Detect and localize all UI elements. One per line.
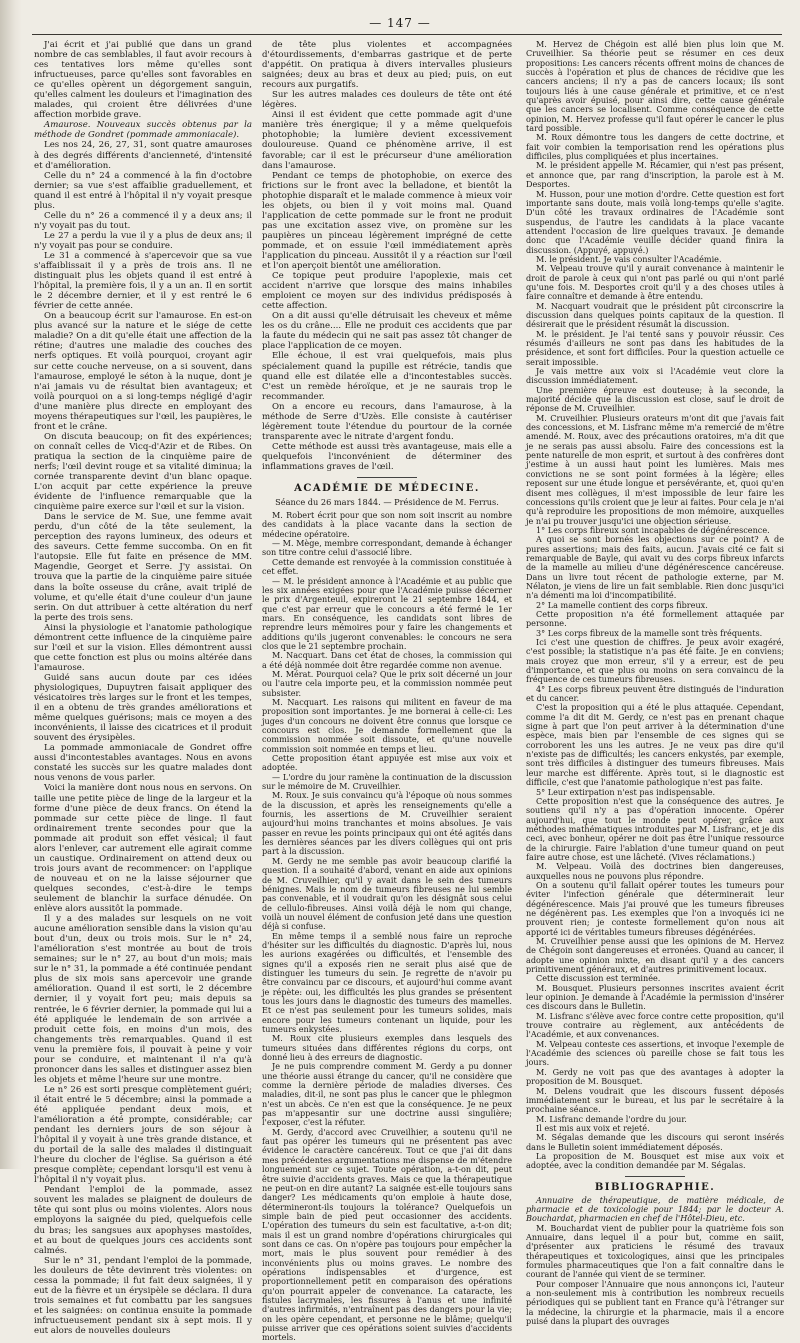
paragraph: On discuta beaucoup; on fit des expériences; on connaît celles de Vicq-d'Azir et de Ribes. On pratiqua la section de la cinquième paire de nerfs; l'œil devint rouge et sa vitalité diminua; la cornée transparente devint d'un blanc opaque. L'on acquit par cette expérience la preuve évidente de l'influence remarquable que la cinquième paire exerce sur l'œil et sur la vision. — [34, 431, 252, 513]
paragraph: Pendant ce temps de photophobie, on exerce des frictions sur le front avec la belladone, et bientôt la photophie disparaît et le malade commence à mieux voir les objets, ou bien il y voit moins mal. Quand l'application de cette pommade sur le front ne produit pas une excitation assez vive, on promène sur les paupières un pinceau légèrement imprégné de cette pommade, et on essuie l'œil immédiatement après l'application du pinceau. Aussitôt il y a réaction sur l'œil et l'on aperçoit bientôt une amélioration. — [262, 170, 512, 272]
column-middle — [262, 40, 512, 1343]
paragraph: Ce topique peut produire l'apoplexie, mais cet accident n'arrive que lorsque des mains inhabiles emploient ce moyen sur des individus prédisposés à cette affection. — [262, 271, 512, 312]
minutes-paragraph: Je ne puis comprendre comment M. Gerdy a pu donner une théorie aussi étrange du cancer, qu'il ne considère que comme la dernière période de maladies diverses. Ces maladies, dit-il, ne sont pas plus le cancer que le phlegmon n'est un abcès. Ce n'en est que la conséquence. Je ne peux pas m'appesantir sur une doctrine aussi singulière; l'exposer, c'est la réfuter. — [262, 1061, 512, 1128]
paragraph: J'ai écrit et j'ai publié que dans un grand nombre de cas semblables, il faut avoir recours à ces tentatives lors même qu'elles sont infructueuses, parce qu'elles sont favorables en ce qu'elles opèrent un dégorgement sanguin, qu'elles calment les douleurs et l'imagination des malades, qui croient être délivrées d'une affection morbide grave. — [34, 40, 252, 121]
review-paragraph: Pour composer l'Annuaire que nous annonçons ici, l'auteur a non-seulement mis à contribution les nombreux recueils périodiques qui se publient tant en France qu'à l'étranger sur la médecine, la chirurgie et la pharmacie, mais il a encore puisé dans la plupart des ouvrages — [526, 1278, 784, 1327]
minutes-paragraph: Je vais mettre aux voix si l'Académie veut clore la discussion immédiatement. — [526, 366, 784, 386]
bibliography-heading: BIBLIOGRAPHIE. — [594, 1181, 716, 1193]
paragraph: Les nos 24, 26, 27, 31, sont quatre amauroses à des degrés différents d'ancienneté, d'intensité et d'amélioration. — [34, 140, 252, 171]
minutes-paragraph: M. Velpeau. Voilà des doctrines bien dangereuses, auxquelles nous ne pouvons plus répondre. — [526, 861, 784, 881]
minutes-paragraph: 1° Les corps fibreux sont incapables de dégénérescence. — [536, 524, 770, 535]
minutes-paragraph: M. Velpeau conteste ces assertions, et invoque l'exemple de l'Académie des sciences où pareille chose se fait tous les jours. — [526, 1038, 784, 1068]
minutes-paragraph: Cette demande est renvoyée à la commission constituée à cet effet. — [262, 556, 512, 577]
minutes-paragraph: M. Cruveilhier pense aussi que les opinions de M. Hervez de Chégoin sont dangereuses et erronées. Quand au cancer, il adopte une opinion mixte, en disant qu'il y a des cancers primitivement généraux, et d'autres primitivement locaux. — [526, 936, 784, 975]
academy-heading: ACADÉMIE DE MÉDECINE. — [294, 483, 480, 495]
minutes-paragraph: M. Lisfranc demande l'ordre du jour. — [536, 1113, 687, 1124]
header-rule — [32, 34, 782, 35]
minutes-paragraph: M. Gerdy ne me semble pas avoir beaucoup clarifié la question. Il a souhaité d'abord, venant en aide aux opinions de M. Cruveilhier, qu'il y avait dans le sein des tumeurs bénignes. Mais le nom de tumeurs fibreuses ne lui semble pas convenable, et il voudrait qu'on les désignât sous celui de cellulo-fibreuses. Ainsi voilà déjà le nom qui change, voilà un nouvel élément de confusion jeté dans une question déjà si confuse. — [262, 855, 512, 932]
minutes-paragraph: M. Mérat. Pourquoi cela? Que le prix soit décerné un jour ou l'autre cela importe peu, et la commission nommée peut subsister. — [262, 668, 512, 698]
paragraph: On a beaucoup écrit sur l'amaurose. En est-on plus avancé sur la nature et le siége de cette maladie? On a dit qu'elle était une affection de la rétine; d'autres une maladie des couches des nerfs optiques. Et voilà pourquoi, croyant agir sur cette couche nerveuse, on a si souvent, dans l'amaurose, employé le séton à la nuque, dont je n'ai jamais vu de résultat bien avantageux; et voilà pourquoi on a si long-temps négligé d'agir d'une manière plus directe en employant des moyens thérapeutiques sur l'œil, les paupières, le front et le crâne. — [34, 311, 252, 432]
minutes-paragraph: Cette discussion est terminée. — [536, 973, 661, 984]
minutes-paragraph: 5° Leur extirpation n'est pas indispensable. — [536, 786, 716, 797]
page-number: — 147 — — [369, 16, 431, 30]
minutes-paragraph: — M. le président annonce à l'Académie et au public que les six années exigées pour que l'Académie puisse décerner le prix d'Argenteuil, expireront le 21 septembre 1844, et que c'est par erreur que le concours a été fermé le 1er mars. En conséquence, les candidats sont libres de reprendre leurs mémoires pour y faire les changements et additions qu'ils jugeront convenables: le concours ne sera clos que le 21 septembre prochain. — [262, 575, 512, 651]
minutes-paragraph: 4° Les corps fibreux peuvent être distingués de l'induration et du cancer. — [526, 683, 784, 704]
paragraph: de tête plus violentes et accompagnées d'étourdissements, d'embarras gastrique et de perte d'appétit. On pratiqua à divers intervalles plusieurs saignées; deux au bras et deux au pied; puis, on eut recours aux purgatifs. — [262, 40, 512, 91]
minutes-paragraph: M. Delens voudrait que les discours fussent déposés immédiatement sur le bureau, et lus par le secrétaire à la prochaine séance. — [526, 1085, 784, 1115]
minutes-paragraph: Cette proposition n'a été formellement attaquée par personne. — [526, 608, 784, 629]
minutes-paragraph: C'est la proposition qui a été le plus attaquée. Cependant, comme l'a dit dit M. Gerdy, ce n'est pas en prenant chaque signe à part que l'on peut arriver à la détermination d'une espèce, mais bien par l'ensemble de ces signes qui se corroborent les uns les autres. Je ne veux pas dire qu'il n'existe pas de difficultés; les cancers enkystés, par exemple, sont très difficiles à distinguer des tumeurs fibreuses. Mais leur marche est différente. Après tout, si le diagnostic est difficile, c'est que l'anatomie pathologique n'est pas faite. — [526, 702, 784, 788]
paragraph: Il y a des malades sur lesquels on ne voit aucune amélioration sensible dans la vision qu'au bout d'un, deux ou trois mois. Sur le n° 24, l'amélioration s'est montrée au bout de trois semaines; sur le n° 27, au bout d'un mois; mais sur le n° 31, la pommade a été continuée pendant plus de six mois sans apercevoir une grande amélioration. Quand il est sorti, le 2 décembre dernier, il y voyait fort peu; mais depuis sa rentrée, le 6 février dernier, la pommade qui lui a été appliquée le lendemain de son arrivée a produit cette fois, en moins d'un mois, des changements très remarquables. Quand il est venu la première fois, il pouvait à peine y voir pour se conduire, et maintenant il n'a qu'à prononcer dans les salles et distinguer assez bien les objets et même l'heure sur une montre. — [34, 914, 252, 1085]
paragraph: La pommade ammoniacale de Gondret offre aussi d'incontestables avantages. Nous en avons constaté les succès sur les quatre malades dont nous venons de vous parler. — [34, 743, 252, 784]
paragraph: Celle du n° 24 a commencé à la fin d'octobre dernier; sa vue s'est affaiblie graduellement, et quand il est entré à l'hôpital il n'y voyait presque plus. — [34, 170, 252, 211]
minutes-paragraph: Cette proposition étant appuyée est mise aux voix et adoptée. — [262, 753, 512, 773]
paragraph: Sur les autres malades ces douleurs de tête ont été légères. — [262, 90, 512, 111]
paragraph: On a dit aussi qu'elle détruisait les cheveux et même les os du crâne.... Elle ne produit ces accidents que par la faute du médecin qui ne sait pas assez tôt changer de place l'application de ce moyen. — [262, 311, 512, 352]
minutes-paragraph: Ici c'est une question de chiffres. Je peux avoir exagéré, c'est possible; la statistique n'a pas été faite. Je en conviens; mais croyez que mon erreur, s'il y a erreur, est de peu d'importance, et que plus ou moins on sera convaincu de la fréquence de ces tumeurs fibreuses. — [526, 637, 784, 685]
paragraph: Guidé sans aucun doute par ces idées physiologiques, Dupuytren faisait appliquer des vésicatoires très larges sur le front et les tempes, il en a obtenu de très grandes améliorations et même quelques guérisons; mais ce moyen a des inconvénients, il laisse des cicatrices et il produit souvent des érysipèles. — [34, 672, 252, 744]
minutes-paragraph: M. le président. Je l'ai tenté sans y pouvoir réussir. Ces résumés d'ailleurs ne sont pas dans les habitudes de la présidence, et sont fort difficiles. Pour la question actuelle ce serait impossible. — [526, 328, 784, 367]
minutes-paragraph: M. Cruveilhier. Plusieurs orateurs m'ont dit que j'avais fait des concessions, et M. Lisfranc même m'a remercié de m'être amendé. M. Roux, avec des précautions oratoires, m'a dit que je ne serais pas aussi absolu. Faire des concessions est la pente naturelle de mon esprit, et surtout à des confrères dont j'estime à un aussi haut point les lumières. Mais mes convictions ne se sont point formées à la légère; elles reposent sur une étude longue et persévérante, et, quoi qu'en disent mes collègues, il m'est impossible de leur faire les concessions qu'ils croient que je leur ai faites. Pour cela je n'ai qu'à reproduire les propositions de mon mémoire, auxquelles je n'ai pu trouver jusqu'ici une objection sérieuse. — [526, 412, 784, 526]
minutes-paragraph: M. le président. Je vais consulter l'Académie. — [536, 253, 722, 264]
paragraph: On a encore eu recours, dans l'amaurose, à la méthode de Serre d'Uzès. Elle consiste à cautériser légèrement toute l'étendue du pourtour de la cornée transparente avec le nitrate d'argent fondu. — [262, 401, 512, 442]
page-edge-shadow — [0, 0, 22, 1169]
minutes-paragraph: M. Gerdy, d'accord avec Cruveilhier, a soutenu qu'il ne faut pas opérer les tumeurs qui ne présentent pas avec évidence le caractère cancéreux. Tout ce que j'ai dit dans mes précédentes argumentations me dispense de m'étendre longuement sur ce sujet. Toute opération, a-t-on dit, peut être suivie d'accidents graves. Mais ce que la thérapeutique ne peut-on en dire autant? La saignée est-elle toujours sans danger? Les médicaments qu'on emploie à haute dose, détermineront-ils toujours la tolérance? Quelquefois un simple bain de pied peut occasionner des accidents. L'opération des tumeurs du sein est facultative, a-t-on dit; mais il est un grand nombre d'opérations chirurgicales qui sont dans ce cas. On n'opère pas toujours pour empêcher la mort, mais le plus souvent pour remédier à des inconvénients plus ou moins graves. Le nombre des opérations indispensables et d'urgence, est proportionnellement petit en comparaison des opérations qu'on pourrait appeler de convenance. La cataracte, les fistules lacrymales, les fissures à l'anus et une infinité d'autres infirmités, n'entraînent pas des dangers pour la vie; on les opère cependant, et personne ne le blâme; quelqu'il puisse arriver que ces opérations soient suivies d'accidents mortels. — [262, 1126, 512, 1343]
paragraph: Voici la manière dont nous nous en servons. On taille une petite pièce de linge de la largeur et la forme d'une pièce de deux francs. On étend la pommade sur cette pièce de linge. Il faut ordinairement trente secondes pour que la pommade ait produit son effet vésical; il faut alors l'enlever, car autrement elle agirait comme un caustique. Ordinairement on attend deux ou trois jours avant de recommencer: on l'applique de nouveau et on ne la laisse séjourner que quelques secondes, c'est-à-dire le temps seulement de blanchir la surface dénudée. On enlève alors aussitôt la pommade. — [34, 783, 252, 915]
minutes-paragraph: Cette proposition n'est que la conséquence des autres. Je soutiens qu'il n'y a pas d'opération innocente. Opérer aujourd'hui, que tout le monde peut opérer, grâce aux méthodes mathématiques introduites par M. Lisfranc, et je dis ceci, avec bonheur, opérer ne doit pas être l'unique ressource de la chirurgie. Faire l'ablation d'une tumeur quand on peut faire autre chose, est une lâcheté. (Vives réclamations.) — [526, 795, 784, 862]
minutes-paragraph: M. Roux cite plusieurs exemples dans lesquels des tumeurs situées dans différentes régions du corps, ont donné lieu à des erreurs de diagnostic. — [262, 1033, 512, 1063]
minutes-paragraph: M. le président appelle M. Récamier, qui n'est pas présent, et annonce que, par rang d'inscription, la parole est à M. Desportes. — [526, 160, 784, 190]
section-heading-amaurose: Amaurose. Nouveaux succès obtenus par la méthode de Gondret (pommade ammoniacale). — [34, 120, 252, 141]
minutes-paragraph: M. Nacquart. Les raisons qui militent en faveur de ma proposition sont importantes. Je me bornerai à celle-ci: Les juges d'un concours ne doivent être connus que lorsque ce concours est clos. Je demande formellement que la commission nommée soit dissoute, et qu'une nouvelle commission soit nommée en temps et lieu. — [262, 696, 512, 754]
academy-session-line: Séance du 26 mars 1844. — Présidence de M. Ferrus. — [275, 497, 499, 508]
minutes-paragraph: — L'ordre du jour ramène la continuation de la discussion sur le mémoire de M. Cruveilhier. — [262, 771, 512, 792]
paragraph: Le 27 a perdu la vue il y a plus de deux ans; il n'y voyait pas pour se conduire. — [34, 230, 252, 251]
minutes-paragraph: Il est mis aux voix et rejeté. — [536, 1122, 650, 1133]
minutes-paragraph: M. Nacquart voudrait que le président pût circonscrire la discussion dans quelques points capitaux de la question. Il désirerait que le président résumât la discussion. — [526, 300, 784, 330]
minutes-paragraph: M. Roux. Je suis convaincu qu'à l'époque où nous sommes de la discussion, et après les renseignements qu'elle a fournis, les assertions de M. Cruveilhier seraient aujourd'hui moins tranchantes et moins absolues. Je vais passer en revue les points principaux qui ont été agités dans les dernières séances par les divers collègues qui ont pris part à la discussion. — [262, 790, 512, 857]
minutes-paragraph: M. Husson, pour une motion d'ordre. Cette question est fort importante sans doute, mais voilà long-temps qu'elle s'agite. D'un côté les travaux ordinaires de l'Académie sont suspendus, de l'autre les candidats à la place vacante attendent l'occasion de lire quelques travaux. Je demande donc que l'Académie veuille décider quand finira la discussion. (Appuyé, appuyé.) — [526, 188, 784, 255]
minutes-paragraph: M. Nacquart. Dans cet état de choses, la commission qui a été déjà nommée doit être regardée comme non avenue. — [262, 650, 512, 670]
paragraph: Celle du n° 26 a commencé il y a deux ans; il n'y voyait pas du tout. — [34, 210, 252, 231]
paragraph: Ainsi la physiologie et l'anatomie pathologique démontrent cette influence de la cinquième paire sur l'œil et sur la vision. Elles démontrent aussi que cette fonction est plus ou moins altérée dans l'amaurose. — [34, 622, 252, 673]
minutes-paragraph: A quoi se sont bornés les objections sur ce point? A de pures assertions; mais des faits, aucun. J'avais cité ce fait si remarquable de Bayle, qui avait vu des corps fibreux infarcts de la mamelle au milieu d'une dégénérescence cancéreuse. Dans un livre tout récent de pathologie externe, par M. Nélaton, je viens de lire un fait semblable. Rien donc jusqu'ici n'a démenti ma loi d'incompatibilité. — [526, 534, 784, 601]
minutes-paragraph: M. Ségalas demande que les discours qui seront insérés dans le Bulletin soient immédiatement déposés. — [526, 1132, 784, 1152]
column-right — [526, 39, 784, 1327]
minutes-paragraph: 2° La mamelle contient des corps fibreux. — [536, 599, 708, 610]
minutes-paragraph: M. Bousquet. Plusieurs personnes inscrites avaient écrit leur opinion. Je demande à l'Académie la permission d'insérer ces discours dans le Bulletin. — [526, 982, 784, 1012]
minutes-paragraph: On a soutenu qu'il fallait opérer toutes les tumeurs pour éviter l'infection générale que déterminerait leur dégénérescence. Mais j'ai prouvé que les tumeurs fibreuses ne dégénèrent pas. Les exemples que l'on a invoqués ici ne prouvent rien; je conteste formellement qu'on nous ait apporté ici de véritables tumeurs fibreuses dégénérées. — [526, 879, 784, 937]
column-left — [34, 40, 252, 1336]
minutes-paragraph: 3° Les corps fibreux de la mamelle sont très fréquents. — [536, 627, 763, 638]
book-title: Annuaire de thérapeutique, de matière médicale, de pharmacie et de toxicologie pour 1844; par le docteur A. Bouchardat, pharmacien en chef de l'Hôtel-Dieu, etc. — [526, 1194, 784, 1224]
minutes-paragraph: En même temps il a semblé nous faire un reproche d'hésiter sur les difficultés du diagnostic. D'après lui, nous les aurions exagérées ou difficultés, et l'ensemble des signes qu'il a exposés rien ne serait plus aisé que de distinguer les tumeurs du sein. Je regrette de n'avoir pu être convaincu par ce discours, et aujourd'hui comme avant je répète: oui, les difficultés les plus grandes se présentent tous les jours dans le diagnostic des tumeurs des mamelles. Et ce n'est pas seulement pour les tumeurs solides, mais encore pour les tumeurs contenant un liquide, pour les tumeurs enkystées. — [262, 930, 512, 1035]
paragraph: Le n° 26 est sorti presque complètement guéri; il était entré le 5 décembre; ainsi la pommade a été appliquée pendant deux mois, et l'amélioration a été prompte, considérable; car pendant les derniers jours de son séjour à l'hôpital il y voyait à une très grande distance, et du portail de la salle des malades il distinguait l'heure du clocher de l'église. Sa guérison a été presque complète; cependant lorsqu'il est venu à l'hôpital il n'y voyait plus. — [34, 1084, 252, 1186]
paragraph: Sur le n° 31, pendant l'emploi de la pommade, les douleurs de tête devinrent très violentes: on cessa la pommade; il fut fait deux saignées, il y eut de la fièvre et un érysipèle se déclara. Il dura trois semaines et fut combattu par les sangsues et les saignées: on continua ensuite la pommade infructueusement pendant six à sept mois. Il y eut alors de nouvelles douleurs — [34, 1255, 252, 1336]
paragraph: Dans le service de M. Sue, une femme avait perdu, d'un côté de la tête seulement, la perception des rayons lumineux, des odeurs et des saveurs. Cette femme succomba. On en fit l'autopsie. Elle fut faite en présence de MM. Magendie, Georget et Serre. J'y assistai. On trouva que la partie de la cinquième paire située dans la boîte osseuse du crâne, avait triplé de volume, et qu'elle était d'une couleur d'un jaune serin. On dut attribuer à cette altération du nerf la perte des trois sens. — [34, 512, 252, 623]
section-divider — [357, 477, 417, 478]
minutes-paragraph: La proposition de M. Bousquet est mise aux voix et adoptée, avec la condition demandée par M. Ségalas. — [526, 1150, 784, 1171]
minutes-paragraph: M. Robert écrit pour que son nom soit inscrit au nombre des candidats à la place vacante dans la section de médecine opératoire. — [262, 510, 512, 539]
minutes-paragraph: M. Lisfranc s'élève avec force contre cette proposition, qu'il trouve contraire au règlement, aux antécédents de l'Académie, et aux convenances. — [526, 1010, 784, 1040]
section-divider — [625, 1176, 685, 1177]
paragraph: Elle échoue, il est vrai quelquefois, mais plus spécialement quand la pupille est rétrécie, tandis que quand elle est dilatée elle a d'incontestables succès. C'est un remède héroïque, et je ne saurais trop le recommander. — [262, 351, 512, 402]
minutes-paragraph: M. Gerdy ne voit pas que des avantages à adopter la proposition de M. Bousquet. — [526, 1066, 784, 1087]
minutes-paragraph: M. Roux démontre tous les dangers de cette doctrine, et fait voir combien la temporisation rend les opérations plus difficiles, plus compliquées et plus incertaines. — [526, 132, 784, 162]
minutes-paragraph: M. Hervez de Chégoin est allé bien plus loin que M. Cruveilhier. Sa théorie peut se résumer en ces deux propositions: Les cancers récents offrent moins de chances de succès à l'opération et plus de chances de récidive que les cancers anciens; il n'y a pas de cancers locaux; ils sont toujours liés à une cause générale et primitive, et ce n'est qu'après avoir épuisé, pour ainsi dire, cette cause générale que les cancers se localisent. Comme conséquence de cette opinion, M. Hervez professe qu'il faut opérer le cancer le plus tard possible. — [526, 39, 784, 134]
paragraph: Pendant l'emploi de la pommade, assez souvent les malades se plaignent de douleurs de tête qui sont plus ou moins violentes. Alors nous employons la saignée du pied, quelquefois celle du bras; les sangsues aux apophyses mastoïdes, et au bout de quelques jours ces accidents sont calmés. — [34, 1185, 252, 1256]
paragraph: Le 31 a commencé à s'apercevoir que sa vue s'affaiblissait il y a près de trois ans. Il ne distinguait plus les objets quand il est entré à l'hôpital, la première fois, il y a un an. Il en sortit le 2 décembre dernier, et il y est rentré le 6 février de cette année. — [34, 250, 252, 312]
paragraph: Cette méthode est aussi très avantageuse, mais elle a quelquefois l'inconvénient de déterminer des inflammations graves de l'œil. — [262, 441, 512, 472]
minutes-paragraph: M. Velpeau trouve qu'il y aurait convenance à maintenir le droit de parole à ceux qui n'ont pas parlé ou qui n'ont parlé qu'une fois. M. Desportes croit qu'il y a des choses utiles à faire connaître et demande à être entendu. — [526, 263, 784, 302]
minutes-paragraph: Une première épreuve est douteuse; à la seconde, la majorité décide que la discussion est close, sauf le droit de réponse de M. Cruveilhier. — [526, 384, 784, 414]
paragraph: Ainsi il est évident que cette pommade agit d'une manière très énergique; il y a même quelquefois photophobie; la lumière devient excessivement douloureuse. Quand ce phénomène arrive, il est favorable; car il est le précurseur d'une amélioration dans l'amaurose. — [262, 110, 512, 171]
minutes-paragraph: — M. Mège, membre correspondant, demande à échanger son titre contre celui d'associé libre. — [262, 538, 512, 558]
review-paragraph: M. Bouchardat vient de publier pour la quatrième fois son Annuaire, dans lequel il a pour but, comme en saiit, d'présenter aux praticiens le résumé des travaux thérapeutiques et toxicologiques, ainsi que les principales formules pharmaceutiques que l'on a fait connaître dans le courant de l'année qui vient de se terminer. — [526, 1222, 784, 1280]
